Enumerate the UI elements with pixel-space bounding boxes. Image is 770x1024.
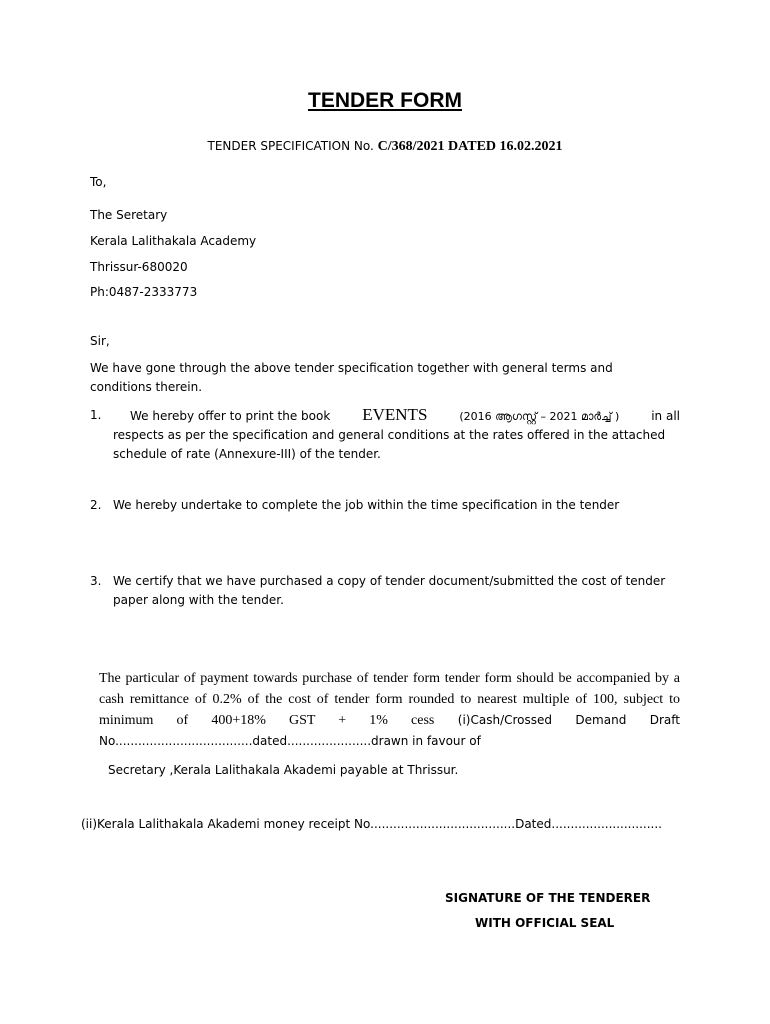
payment-paragraph xyxy=(99,668,680,752)
spec-prefix: TENDER SPECIFICATION No. xyxy=(207,139,374,153)
item-1-suffix: in all xyxy=(651,409,680,423)
address-line-4: Ph:0487-2333773 xyxy=(90,285,198,299)
item-2-text: We hereby undertake to complete the job within the time specification in the tender xyxy=(113,498,620,512)
greeting: Sir, xyxy=(90,334,110,348)
item-3-line-2: paper along with the tender. xyxy=(113,593,284,607)
intro-line-2: conditions therein. xyxy=(90,380,203,394)
payment-text: The particular of payment towards purchase of tender form tender form should be accompanied by a cash remittance of 0.2% of the cost of tender form rounded to nearest multiple of 100, subject to minimum of 400+18% GST + 1% cess xyxy=(99,671,680,728)
salutation-to: To, xyxy=(90,175,107,189)
signature-line-1: SIGNATURE OF THE TENDERER xyxy=(445,891,651,905)
item-1-line-2: respects as per the specification and general conditions at the rates offered in the attached xyxy=(113,428,666,442)
item-1-book-title: EVENTS xyxy=(362,405,428,424)
address-line-1: The Seretary xyxy=(90,208,168,222)
item-2-number: 2. xyxy=(90,498,102,512)
address-line-3: Thrissur-680020 xyxy=(90,260,188,274)
spec-number: C/368/2021 DATED 16.02.2021 xyxy=(377,139,563,154)
item-1-number: 1. xyxy=(90,408,102,422)
document-title: TENDER FORM xyxy=(308,89,462,112)
payment-demand-draft-line: (i)Cash/Crossed Demand Draft No....................................dated......................drawn in favour of xyxy=(99,713,680,748)
intro-line-1: We have gone through the above tender specification together with general terms and xyxy=(90,361,613,375)
item-3-line-1: We certify that we have purchased a copy of tender document/submitted the cost of tender xyxy=(113,574,666,588)
signature-line-2: WITH OFFICIAL SEAL xyxy=(475,916,615,930)
address-line-2: Kerala Lalithakala Academy xyxy=(90,234,257,248)
tender-specification-line xyxy=(0,139,770,155)
payment-secretary-line: Secretary ,Kerala Lalithakala Akademi payable at Thrissur. xyxy=(108,763,459,777)
item-1-line-3: schedule of rate (Annexure-III) of the tender. xyxy=(113,447,381,461)
item-1-line-1 xyxy=(130,405,680,425)
item-1-prefix: We hereby offer to print the book xyxy=(130,409,331,423)
item-3-number: 3. xyxy=(90,574,102,588)
item-1-book-subtitle: (2016 ആഗസ്റ്റ് – 2021 മാർച്ച് ) xyxy=(459,410,620,423)
money-receipt-line: (ii)Kerala Lalithakala Akademi money receipt No......................................Dated............................. xyxy=(81,817,662,831)
